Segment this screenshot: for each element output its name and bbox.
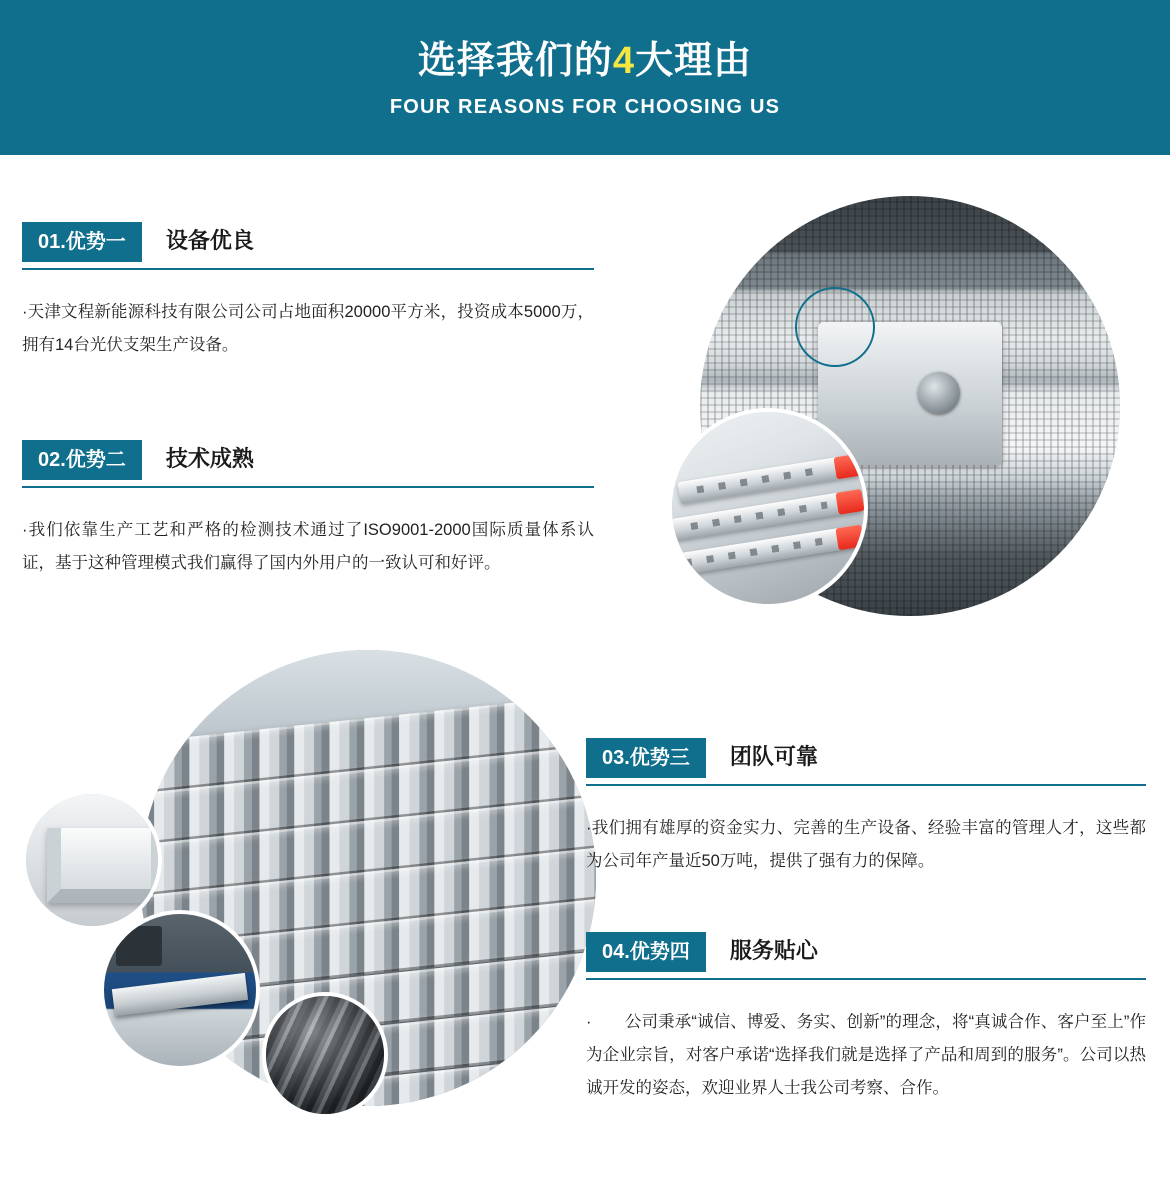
page-title-highlight: 4 [612, 40, 636, 82]
reason-04-divider [586, 978, 1146, 980]
reason-02-title: 技术成熟 [165, 446, 254, 471]
decorative-ring [795, 287, 875, 367]
reason-02-divider [22, 486, 594, 488]
page-subtitle: FOUR REASONS FOR CHOOSING US [389, 96, 781, 118]
reason-02-text: ·我们依靠生产工艺和严格的检测技术通过了ISO9001-2000国际质量体系认证，基于这种管理模式我们赢得了国内外用户的一致认可和好评。 [22, 521, 594, 572]
channel-photo-surface [672, 412, 864, 604]
roll-forming-machine-photo [100, 910, 260, 1070]
channel-red-cap [833, 454, 862, 480]
reason-01-text: ·天津文程新能源科技有限公司公司占地面积20000平方米，投资成本5000万，拥有14台光伏支架生产设备。 [22, 303, 594, 354]
steel-coils-photo [262, 992, 388, 1118]
reason-04-tag: 04.优势四 [586, 932, 706, 972]
reason-04-header [586, 932, 1146, 972]
reason-03-header [586, 738, 1146, 778]
reason-block-02 [22, 440, 594, 580]
reason-01-header [22, 222, 594, 262]
banner-text-group [0, 38, 1170, 119]
reason-block-03 [586, 738, 1146, 878]
page-title-prefix: 选择我们的 [417, 40, 613, 82]
machine-housing [116, 926, 162, 966]
machine-surface [104, 914, 256, 1066]
reason-01-tag: 01.优势一 [22, 222, 142, 262]
u-profile-shape [47, 828, 162, 903]
page-title [0, 38, 1170, 84]
u-channel-bars-photo [668, 408, 868, 608]
channel-red-cap [835, 489, 864, 515]
channel-holes [696, 466, 825, 493]
reason-03-text: ·我们拥有雄厚的资金实力、完善的生产设备、经验丰富的管理人才，这些都为公司年产量近50万吨，提供了强有力的保障。 [586, 819, 1146, 870]
u-profile-surface [26, 794, 158, 926]
page-title-suffix: 大理由 [635, 40, 753, 82]
page-header-banner [0, 0, 1170, 155]
reason-block-04 [586, 932, 1146, 1105]
reason-02-header [22, 440, 594, 480]
channel-red-cap [835, 524, 864, 550]
reason-01-divider [22, 268, 594, 270]
reason-03-tag: 03.优势三 [586, 738, 706, 778]
reason-03-title: 团队可靠 [729, 744, 818, 769]
channel-holes [690, 502, 827, 531]
reason-02-tag: 02.优势二 [22, 440, 142, 480]
machine-steel-plate [112, 973, 248, 1016]
reason-04-title: 服务贴心 [729, 938, 818, 963]
reason-block-01 [22, 222, 594, 362]
u-profile-photo [22, 790, 162, 930]
coils-surface [266, 996, 384, 1114]
channel-holes [684, 537, 827, 566]
reason-03-divider [586, 784, 1146, 786]
reason-01-title: 设备优良 [165, 228, 254, 253]
reason-04-text: · 公司秉承“诚信、博爱、务实、创新”的理念，将“真诚合作、客户至上”作为企业宗旨，对客户承诺“选择我们就是选择了产品和周到的服务”。公司以热诚开发的姿态，欢迎业界人士我公司考察、合作。 [586, 1013, 1146, 1097]
